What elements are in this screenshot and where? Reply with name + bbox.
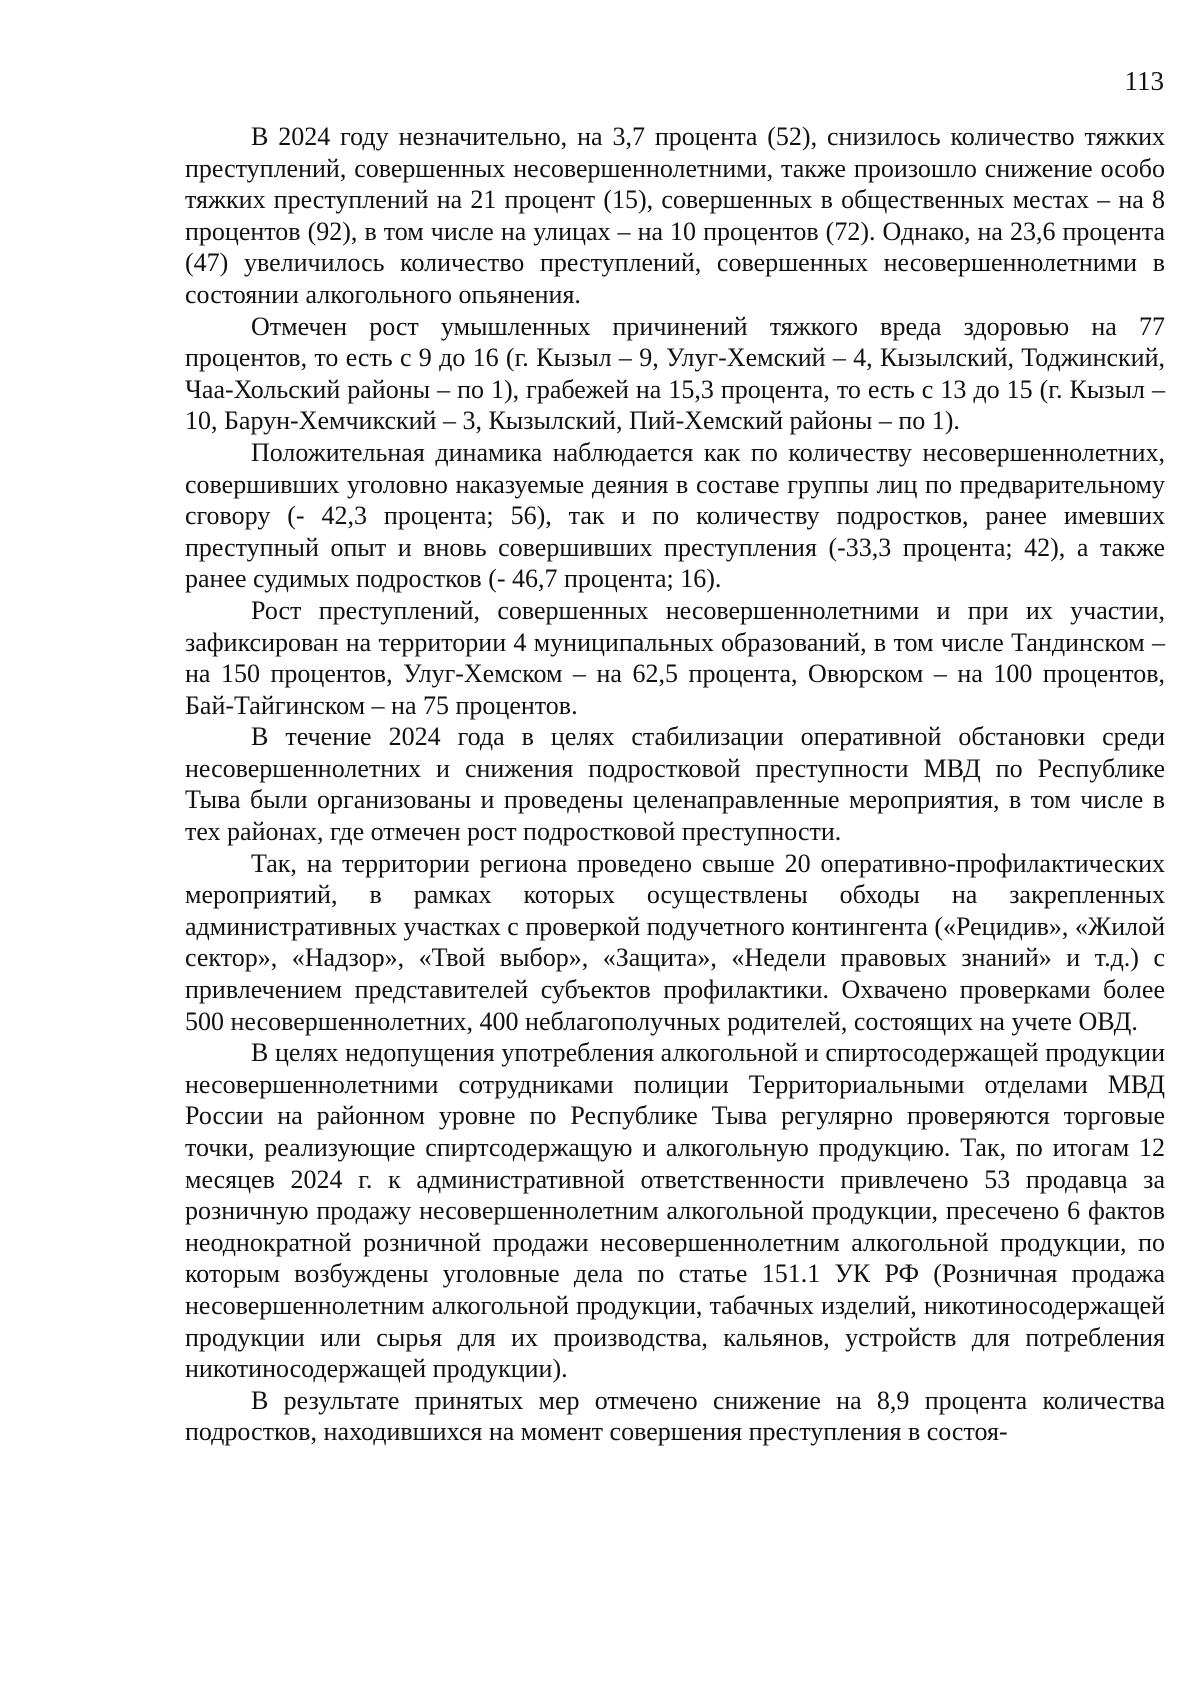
paragraph-1: В 2024 году незначительно, на 3,7 процента (52), снизилось количество тяжких преступлений, совершенных несовершеннолетними, также произошло снижение особо тяжких преступлений на 21 процент (15), совершенных в общественных местах – на 8 процентов (92), в том числе на улицах – на 10 процентов (72). Однако, на 23,6 процента (47) увеличилось количество преступлений, совершенных несовершеннолетними в состоянии алкогольного опьянения. [185, 122, 1165, 309]
paragraph-7: В целях недопущения употребления алкогольной и спиртосодержащей продукции несовершеннолетними сотрудниками полиции Территориальными отделами МВД России на районном уровне по Республике Тыва регулярно проверяются торговые точки, реализующие спиртсодержащую и алкогольную продукцию. Так, по итогам 12 месяцев 2024 г. к административной ответственности привлечено 53 продавца за розничную продажу несовершеннолетним алкогольной продукции, пресечено 6 фактов неоднократной розничной продажи несовершеннолетним алкогольной продукции, по которым возбуждены уголовные дела по статье 151.1 УК РФ (Розничная продажа несовершеннолетним алкогольной продукции, табачных изделий, никотиносодержащей продукции или сырья для их производства, кальянов, устройств для потребления никотиносодержащей продукции). [185, 1038, 1165, 1384]
page-number: 113 [1124, 66, 1164, 96]
paragraph-3: Положительная динамика наблюдается как по количеству несовершеннолетних, совершивших уголовно наказуемые деяния в составе группы лиц по предварительному сговору (- 42,3 процента; 56), так и по количеству подростков, ранее имевших преступный опыт и вновь совершивших преступления (-33,3 процента; 42), а также ранее судимых подростков (- 46,7 процента; 16). [185, 437, 1165, 594]
document-body [185, 121, 1165, 1448]
paragraph-6: Так, на территории региона проведено свыше 20 оперативно-профилактических мероприятий, в рамках которых осуществлены обходы на закрепленных административных участках с проверкой подучетного контингента («Рецидив», «Жилой сектор», «Надзор», «Твой выбор», «Защита», «Недели правовых знаний» и т.д.) с привлечением представителей субъектов профилактики. Охвачено проверками более 500 несовершеннолетних, 400 неблагополучных родителей, состоящих на учете ОВД. [185, 848, 1166, 1036]
paragraph-4: Рост преступлений, совершенных несовершеннолетними и при их участии, зафиксирован на территории 4 муниципальных образований, в том числе Тандинском – на 150 процентов, Улуг-Хемском – на 62,5 процента, Овюрском – на 100 процентов, Бай-Тайгинском – на 75 процентов. [185, 595, 1165, 720]
paragraph-2: Отмечен рост умышленных причинений тяжкого вреда здоровью на 77 процентов, то есть с 9 до 16 (г. Кызыл – 9, Улуг-Хемский – 4, Кызылский, Тоджинский, Чаа-Хольский районы – по 1), грабежей на 15,3 процента, то есть с 13 до 15 (г. Кызыл – 10, Барун-Хемчикский – 3, Кызылский, Пий-Хемский районы – по 1). [185, 311, 1165, 436]
paragraph-5: В течение 2024 года в целях стабилизации оперативной обстановки среди несовершеннолетних и снижения подростковой преступности МВД по Республике Тыва были организованы и проведены целенаправленные мероприятия, в том числе в тех районах, где отмечен рост подростковой преступности. [185, 722, 1165, 847]
paragraph-8: В результате принятых мер отмечено снижение на 8,9 процента количества подростков, находившихся на момент совершения преступления в состоя- [185, 1385, 1165, 1447]
